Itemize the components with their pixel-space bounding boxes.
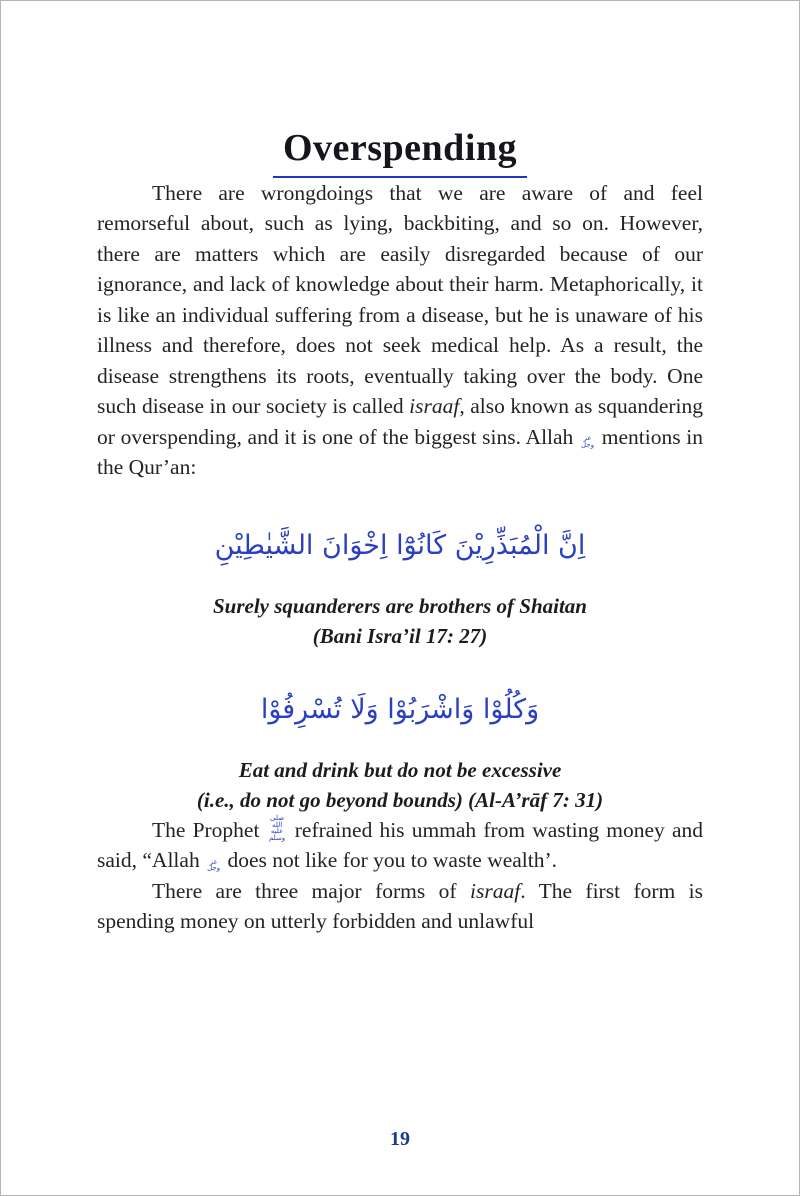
paragraph-intro xyxy=(97,178,703,483)
israaf-term: israaf xyxy=(409,394,460,419)
paragraph-intro-text-1: There are wrongdoings that we are aware of and feel remorseful about, such as lying, backbiting, and so on. However, there are matters which are easily disregarded because of our ignorance, and lack of knowledge about their harm. Metaphorically, it is like an individual suffering from a disease, but he is unaware of his illness and therefore, does not seek medical help. As a result, the disease strengthens its roots, eventually taking over the body. One such disease in our society is called xyxy=(97,180,703,419)
allah-honorific-icon: عز وجل xyxy=(207,857,221,873)
quran-verse-arabic-1: اِنَّ الْمُبَذِّرِيْنَ كَانُوْٓا اِخْوَانَ الشَّيٰطِيْنِ xyxy=(214,529,586,561)
chapter-title: Overspending xyxy=(273,127,527,178)
paragraph-hadith xyxy=(97,815,703,876)
chapter-title-wrap xyxy=(97,1,703,178)
verse-translation-2-text: Eat and drink but do not be excessive xyxy=(238,757,562,782)
israaf-term: israaf xyxy=(470,878,521,903)
paragraph-forms-text-2: . The first form is spending money on utterly forbidden and unlawful xyxy=(97,878,703,934)
verse-translation-1-text: Surely squanderers are brothers of Shaitan xyxy=(213,593,587,618)
quran-verse-arabic-2: وَكُلُوْا وَاشْرَبُوْا وَلَا تُسْرِفُوْا xyxy=(260,693,540,725)
verse-reference-2: (i.e., do not go beyond bounds) (Al-A’rāf 7: 31) xyxy=(196,787,604,812)
verse-translation-1 xyxy=(97,591,703,651)
paragraph-hadith-text-1: The Prophet xyxy=(152,817,267,842)
paragraph-hadith-text-2: refrained his ummah from wasting money and said, “Allah xyxy=(97,817,703,873)
verse-translation-2 xyxy=(97,755,703,815)
prophet-honorific-icon: صلى الله عليه وسلم xyxy=(268,814,286,842)
paragraph-forms xyxy=(97,876,703,937)
paragraph-intro-text-2: , also known as squandering or overspending, and it is one of the biggest sins. Allah xyxy=(97,394,703,449)
paragraph-intro-text-3: mentions in the Qur’an: xyxy=(97,424,703,480)
verse-reference-1: (Bani Isra’il 17: 27) xyxy=(312,623,488,648)
page-number: 19 xyxy=(390,1128,410,1150)
allah-honorific-icon: عز وجل xyxy=(581,434,595,449)
paragraph-hadith-text-3: does not like for you to waste wealth’. xyxy=(222,848,558,873)
paragraph-forms-text-1: There are three major forms of xyxy=(152,878,470,903)
